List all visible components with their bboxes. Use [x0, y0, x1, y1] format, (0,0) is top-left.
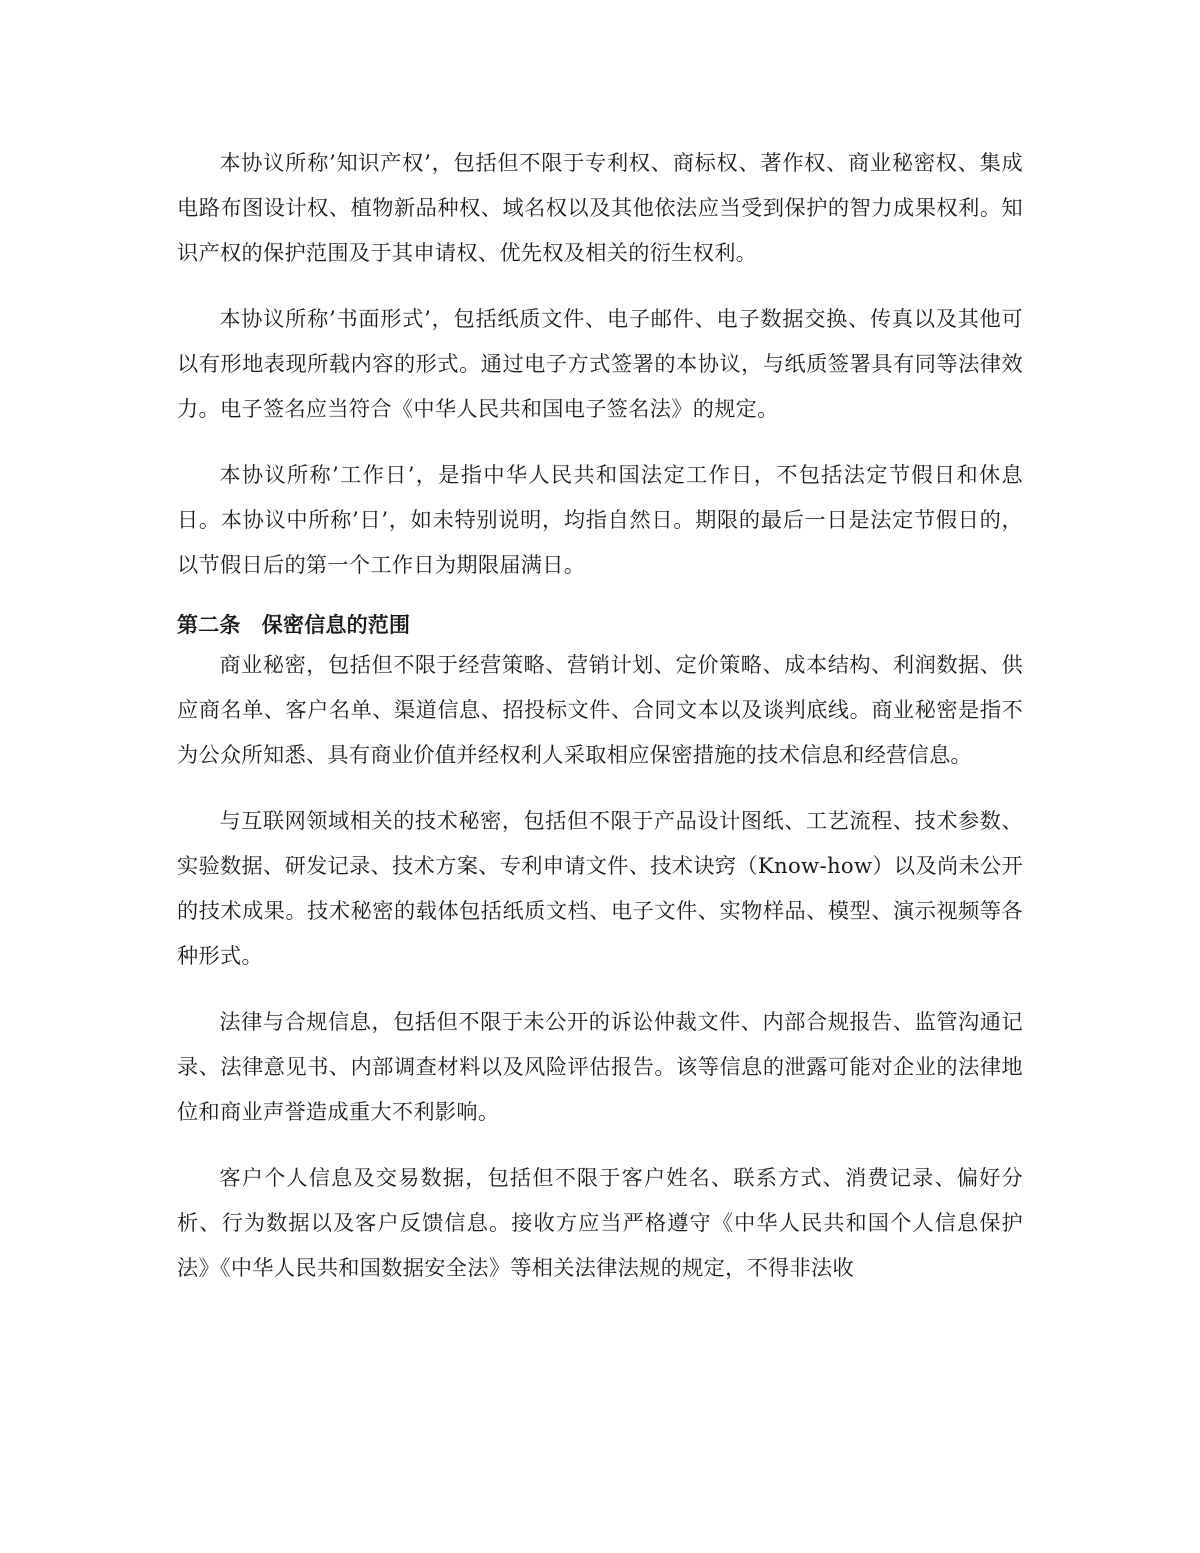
paragraph-working-day-definition: 本协议所称’工作日’，是指中华人民共和国法定工作日，不包括法定节假日和休息日。本协议中所称’日’，如未特别说明，均指自然日。期限的最后一日是法定节假日的，以节假日后的第一个工作日为期限届满日。 — [177, 462, 1023, 577]
section-heading-article-2: 第二条 保密信息的范围 — [177, 613, 411, 637]
paragraph-technical-secrets: 与互联网领域相关的技术秘密，包括但不限于产品设计图纸、工艺流程、技术参数、实验数据、研发记录、技术方案、专利申请文件、技术诀窍（Know-how）以及尚未公开的技术成果。技术秘密的载体包括纸质文档、电子文件、实物样品、模型、演示视频等各种形式。 — [177, 808, 1023, 968]
paragraph-ip-definition: 本协议所称’知识产权’，包括但不限于专利权、商标权、著作权、商业秘密权、集成电路布图设计权、植物新品种权、域名权以及其他依法应当受到保护的智力成果权利。知识产权的保护范围及于其申请权、优先权及相关的衍生权利。 — [177, 150, 1023, 265]
document-body — [177, 140, 1023, 1311]
paragraph-written-form-definition: 本协议所称’书面形式’，包括纸质文件、电子邮件、电子数据交换、传真以及其他可以有形地表现所载内容的形式。通过电子方式签署的本协议，与纸质签署具有同等法律效力。电子签名应当符合《中华人民共和国电子签名法》的规定。 — [177, 306, 1023, 421]
paragraph-trade-secrets: 商业秘密，包括但不限于经营策略、营销计划、定价策略、成本结构、利润数据、供应商名单、客户名单、渠道信息、招投标文件、合同文本以及谈判底线。商业秘密是指不为公众所知悉、具有商业价值并经权利人采取相应保密措施的技术信息和经营信息。 — [177, 652, 1023, 767]
paragraph-customer-personal-info: 客户个人信息及交易数据，包括但不限于客户姓名、联系方式、消费记录、偏好分析、行为数据以及客户反馈信息。接收方应当严格遵守《中华人民共和国个人信息保护法》《中华人民共和国数据安全法》等相关法律法规的规定，不得非法收 — [177, 1165, 1023, 1280]
paragraph-legal-compliance-info: 法律与合规信息，包括但不限于未公开的诉讼仲裁文件、内部合规报告、监管沟通记录、法律意见书、内部调查材料以及风险评估报告。该等信息的泄露可能对企业的法律地位和商业声誉造成重大不利影响。 — [177, 1009, 1023, 1124]
